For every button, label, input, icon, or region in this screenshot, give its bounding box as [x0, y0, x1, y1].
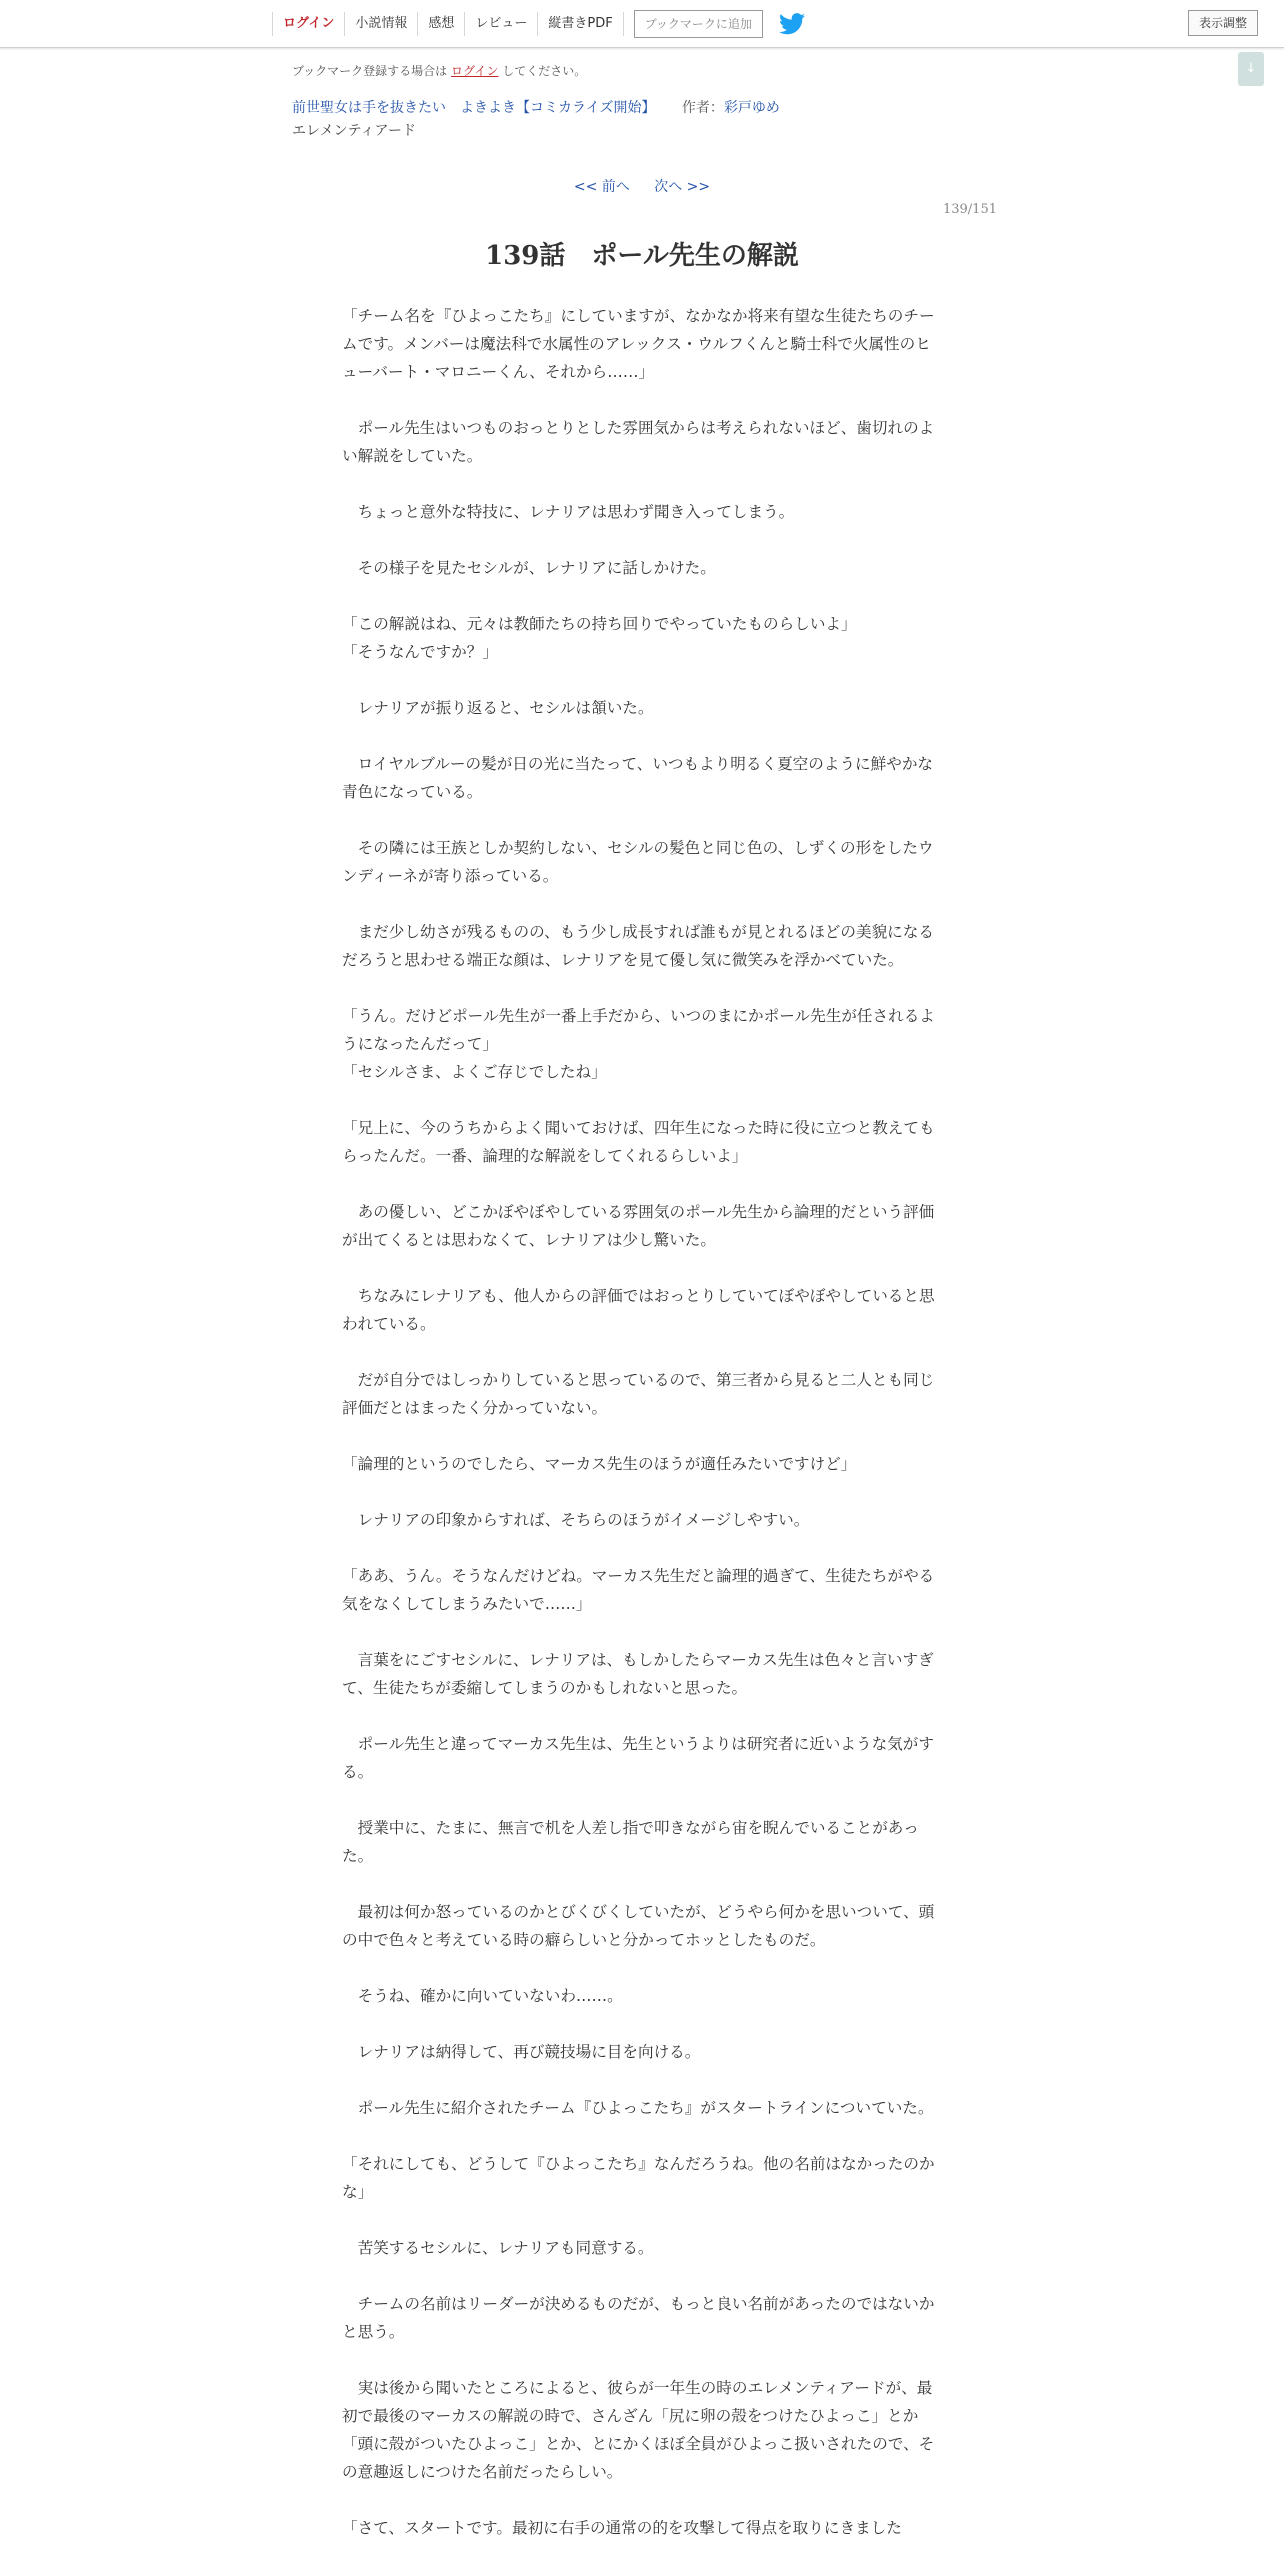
display-settings-button[interactable]: 表示調整 — [1188, 10, 1258, 36]
paragraph: その隣には王族としか契約しない、セシルの髪色と同じ色の、しずくの形をしたウンディーネが寄り添っている。 — [342, 839, 934, 885]
paragraph: 「うん。だけどポール先生が一番上手だから、いつのまにかポール先生が任されるようになったんだって」 — [342, 1007, 935, 1053]
paragraph: ちょっと意外な特技に、レナリアは思わず聞き入ってしまう。 — [342, 503, 795, 521]
blank-line — [342, 1086, 936, 1114]
main-nav — [272, 0, 805, 47]
blank-line — [342, 1618, 936, 1646]
blank-line — [342, 806, 936, 834]
nav-login[interactable]: ログイン — [272, 12, 344, 36]
twitter-icon[interactable] — [779, 13, 805, 35]
series-line — [292, 97, 780, 117]
paragraph: 「ああ、うん。そうなんだけどね。マーカス先生だと論理的過ぎて、生徒たちがやる気をなくしてしまうみたいで……」 — [342, 1567, 935, 1613]
blank-line — [342, 582, 936, 610]
paragraph: だが自分ではしっかりしていると思っているので、第三者から見ると二人とも同じ評価だとはまったく分かっていない。 — [342, 1371, 935, 1417]
nav-novel-info[interactable]: 小説情報 — [344, 12, 417, 36]
author-label: 作者： — [681, 100, 724, 116]
blank-line — [342, 890, 936, 918]
paragraph: 「この解説はね、元々は教師たちの持ち回りでやっていたものらしいよ」 — [342, 615, 857, 633]
paragraph: 苦笑するセシルに、レナリアも同意する。 — [342, 2239, 654, 2257]
paragraph: そうね、確かに向いていないわ……。 — [342, 1987, 623, 2005]
blank-line — [342, 666, 936, 694]
paragraph: まだ少し幼さが残るものの、もう少し成長すれば誰もが見とれるほどの美貌になるだろうと思わせる端正な顔は、レナリアを見て優し気に微笑みを浮かべていた。 — [342, 923, 934, 969]
blank-line — [342, 1170, 936, 1198]
paragraph: 「チーム名を『ひよっこたち』にしていますが、なかなか将来有望な生徒たちのチームです。メンバーは魔法科で水属性のアレックス・ウルフくんと騎士科で火属性のヒューバート・マロニーくん、それから……」 — [342, 307, 935, 381]
blank-line — [342, 2010, 936, 2038]
paragraph: 「論理的というのでしたら、マーカス先生のほうが適任みたいですけど」 — [342, 1455, 857, 1473]
blank-line — [342, 2122, 936, 2150]
blank-line — [342, 1534, 936, 1562]
blank-line — [342, 1786, 936, 1814]
paragraph: 「セシルさま、よくご存じでしたね」 — [342, 1063, 607, 1081]
novel-body — [342, 302, 936, 2542]
blank-line — [342, 470, 936, 498]
paragraph: 「そうなんですか？」 — [342, 643, 498, 661]
blank-line — [342, 2262, 936, 2290]
scroll-down-tab[interactable]: ↓ — [1238, 52, 1264, 86]
chapter-group-label: エレメンティアード — [292, 123, 417, 139]
chapter-pager — [0, 176, 1284, 196]
paragraph: ちなみにレナリアも、他人からの評価ではおっとりしていてぼやぼやしていると思われている。 — [342, 1287, 935, 1333]
paragraph: レナリアが振り返ると、セシルは頷いた。 — [342, 699, 654, 717]
paragraph: ポール先生と違ってマーカス先生は、先生というよりは研究者に近いような気がする。 — [342, 1735, 934, 1781]
paragraph: 授業中に、たまに、無言で机を人差し指で叩きながら宙を睨んでいることがあった。 — [342, 1819, 919, 1865]
paragraph: チームの名前はリーダーが決めるものだが、もっと良い名前があったのではないかと思う。 — [342, 2295, 935, 2341]
blank-line — [342, 1254, 936, 1282]
blank-line — [342, 1338, 936, 1366]
add-bookmark-button[interactable]: ブックマークに追加 — [634, 10, 763, 38]
paragraph: レナリアは納得して、再び競技場に目を向ける。 — [342, 2043, 701, 2061]
top-bar — [0, 0, 1284, 48]
blank-line — [342, 1478, 936, 1506]
bookmark-login-link[interactable]: ログイン — [451, 64, 499, 78]
paragraph: ロイヤルブルーの髪が日の光に当たって、いつもより明るく夏空のように鮮やかな青色になっている。 — [342, 755, 934, 801]
series-title-link[interactable]: 前世聖女は手を抜きたい よきよき【コミカライズ開始】 — [292, 100, 656, 116]
next-chapter-link[interactable]: 次へ >> — [654, 179, 711, 195]
paragraph: 言葉をにごすセシルに、レナリアは、もしかしたらマーカス先生は色々と言いすぎて、生徒たちが委縮してしまうのかもしれないと思った。 — [342, 1651, 934, 1697]
chapter-title: 139話 ポール先生の解説 — [485, 241, 799, 271]
paragraph: ポール先生に紹介されたチーム『ひよっこたち』がスタートラインについていた。 — [342, 2099, 934, 2117]
blank-line — [342, 1954, 936, 1982]
nav-reviews[interactable]: レビュー — [464, 12, 537, 36]
blank-line — [342, 974, 936, 1002]
nav-vertical-pdf[interactable]: 縦書きPDF — [537, 12, 623, 36]
paragraph: 「さて、スタートです。最初に右手の通常の的を攻撃して得点を取りにきました — [342, 2519, 902, 2537]
author-link[interactable]: 彩戸ゆめ — [723, 100, 780, 116]
bookmark-note-suffix: してください。 — [502, 64, 587, 78]
nav-impressions[interactable]: 感想 — [417, 12, 464, 36]
blank-line — [342, 2066, 936, 2094]
paragraph: ポール先生はいつものおっとりとした雰囲気からは考えられないほど、歯切れのよい解説をしていた。 — [342, 419, 935, 465]
blank-line — [342, 386, 936, 414]
blank-line — [342, 1702, 936, 1730]
paragraph: 実は後から聞いたところによると、彼らが一年生の時のエレメンティアードが、最初で最後のマーカスの解説の時で、さんざん「尻に卵の殻をつけたひよっこ」とか「頭に殻がついたひよっこ」とか、とにかくほぼ全員がひよっこ扱いされたので、その意趣返しにつけた名前だったらしい。 — [342, 2379, 935, 2481]
paragraph: あの優しい、どこかぼやぼやしている雰囲気のポール先生から論理的だという評価が出てくるとは思わなくて、レナリアは少し驚いた。 — [342, 1203, 935, 1249]
bookmark-note — [292, 62, 586, 79]
blank-line — [342, 2346, 936, 2374]
blank-line — [342, 722, 936, 750]
blank-line — [342, 526, 936, 554]
paragraph: 「兄上に、今のうちからよく聞いておけば、四年生になった時に役に立つと教えてもらったんだ。一番、論理的な解説をしてくれるらしいよ」 — [342, 1119, 935, 1165]
blank-line — [342, 2206, 936, 2234]
prev-chapter-link[interactable]: << 前へ — [573, 179, 630, 195]
blank-line — [342, 2486, 936, 2514]
paragraph: レナリアの印象からすれば、そちらのほうがイメージしやすい。 — [342, 1511, 810, 1529]
blank-line — [342, 1870, 936, 1898]
chapter-count: 139/151 — [942, 202, 997, 217]
paragraph: 最初は何か怒っているのかとびくびくしていたが、どうやら何かを思いついて、頭の中で色々と考えている時の癖らしいと分かってホッとしたものだ。 — [342, 1903, 935, 1949]
bookmark-note-prefix: ブックマーク登録する場合は — [292, 64, 448, 78]
paragraph: その様子を見たセシルが、レナリアに話しかけた。 — [342, 559, 716, 577]
paragraph: 「それにしても、どうして『ひよっこたち』なんだろうね。他の名前はなかったのかな」 — [342, 2155, 935, 2201]
blank-line — [342, 1422, 936, 1450]
